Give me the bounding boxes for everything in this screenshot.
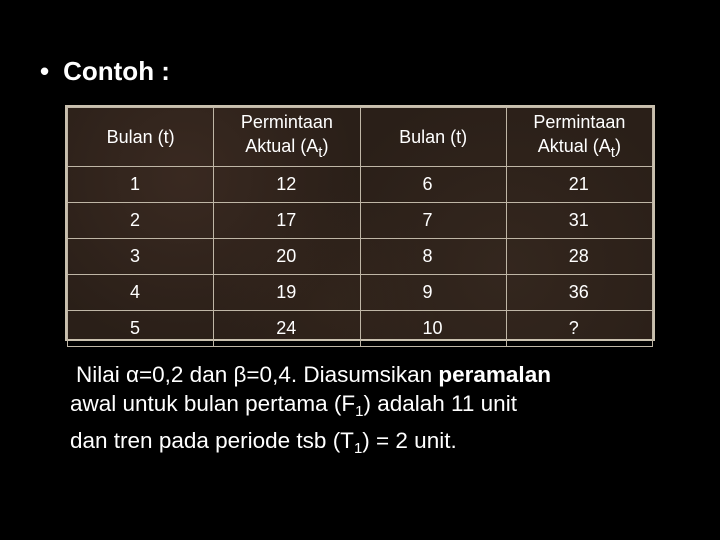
paragraph-line-1-text: Nilai α=0,2 dan β=0,4. Diasumsikan <box>76 362 439 387</box>
table-cell: 2 <box>68 203 214 239</box>
table-cell: 9 <box>360 275 506 311</box>
table-cell: 20 <box>214 239 360 275</box>
header-demand-1-line2: Aktual (A <box>245 135 319 156</box>
header-month-2-label: Bulan (t) <box>399 127 468 147</box>
header-demand-1-close: ) <box>322 135 329 156</box>
data-table-container <box>65 105 655 341</box>
table-cell: ? <box>506 311 652 347</box>
slide-heading <box>40 56 170 87</box>
table-row <box>68 311 653 347</box>
header-month-2 <box>360 108 506 167</box>
header-demand-2-sub: t <box>610 143 615 161</box>
paragraph-line-3-sub: 1 <box>353 440 363 457</box>
demand-table <box>67 107 653 347</box>
paragraph-line-3-text-a: dan tren pada periode tsb (T <box>70 428 354 453</box>
paragraph-line-1 <box>70 360 690 389</box>
table-cell: 21 <box>506 167 652 203</box>
table-cell: 8 <box>360 239 506 275</box>
paragraph-line-3-text-b: ) = 2 unit. <box>362 428 457 453</box>
paragraph-line-2-sub: 1 <box>355 403 364 420</box>
header-demand-2-line1: Permintaan <box>533 111 626 132</box>
table-header-row <box>68 108 653 167</box>
paragraph-line-3 <box>70 426 690 463</box>
paragraph-line-2-text-b: ) adalah 11 unit <box>363 391 517 416</box>
heading-text: Contoh : <box>63 56 170 86</box>
table-cell: 6 <box>360 167 506 203</box>
table-cell: 19 <box>214 275 360 311</box>
paragraph-line-2 <box>70 389 690 426</box>
paragraph-line-2-text-a: awal untuk bulan pertama (F <box>70 391 356 416</box>
table-cell: 7 <box>360 203 506 239</box>
header-demand-2 <box>506 108 652 167</box>
table-row <box>68 203 653 239</box>
header-month-1-label: Bulan (t) <box>106 127 175 147</box>
table-cell: 4 <box>68 275 214 311</box>
table-row <box>68 275 653 311</box>
header-month-1 <box>68 108 214 167</box>
table-cell: 5 <box>68 311 214 347</box>
table-cell: 1 <box>68 167 214 203</box>
table-cell: 12 <box>214 167 360 203</box>
table-cell: 36 <box>506 275 652 311</box>
header-demand-1-line1: Permintaan <box>240 111 333 132</box>
header-demand-1-sub: t <box>318 143 323 161</box>
description-paragraph <box>70 360 690 463</box>
bullet-icon: • <box>40 56 50 86</box>
table-cell: 31 <box>506 203 652 239</box>
table-cell: 3 <box>68 239 214 275</box>
table-cell: 17 <box>214 203 360 239</box>
header-demand-2-close: ) <box>614 135 621 156</box>
table-row <box>68 167 653 203</box>
table-cell: 24 <box>214 311 360 347</box>
paragraph-bold-term: peramalan <box>438 362 551 387</box>
table-cell: 10 <box>360 311 506 347</box>
header-demand-1 <box>214 108 360 167</box>
header-demand-2-line2: Aktual (A <box>537 135 611 156</box>
table-cell: 28 <box>506 239 652 275</box>
table-row <box>68 239 653 275</box>
